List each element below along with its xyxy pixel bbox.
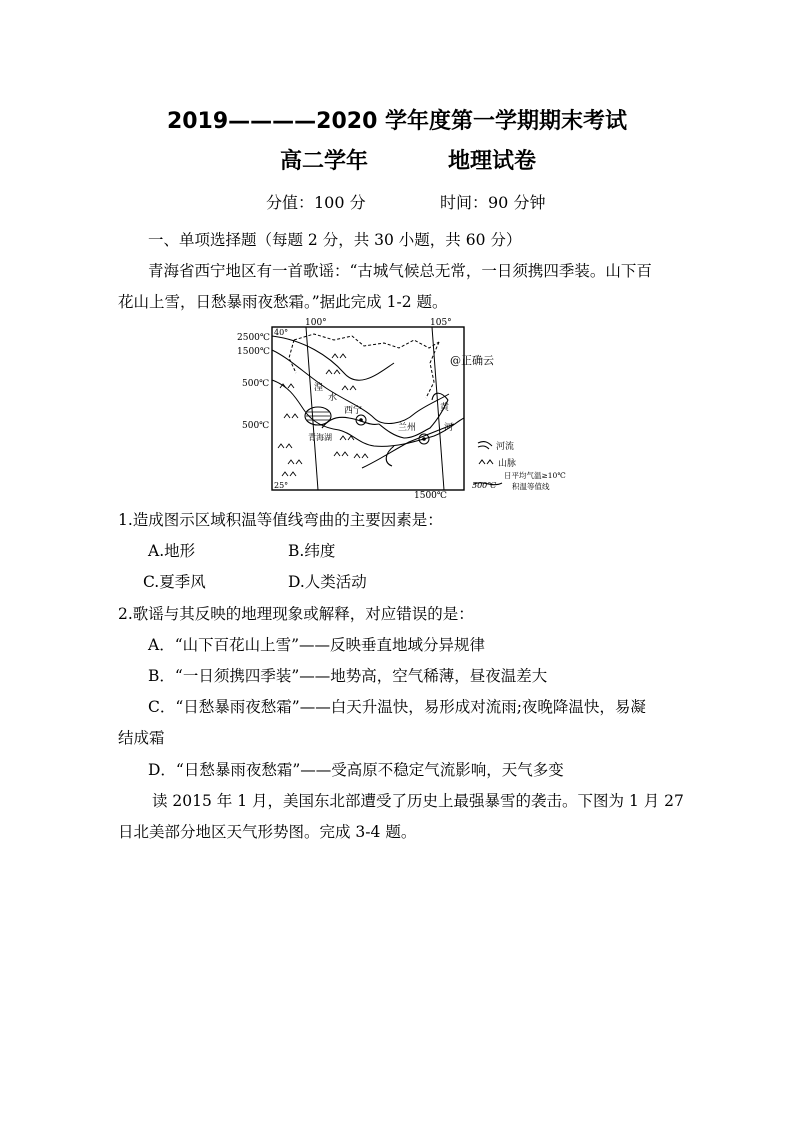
legend-iso-line2: 积温等值线 xyxy=(512,482,550,491)
legend-mountain-label: 山脉 xyxy=(498,459,517,469)
lat-40-label: 40° xyxy=(274,328,289,337)
iso-1500-bottom-label: 1500℃ xyxy=(414,491,447,498)
q2-stem: 2.歌谣与其反映的地理现象或解释，对应错误的是： xyxy=(118,605,474,623)
section-heading: 一、单项选择题（每题 2 分，共 30 小题，共 60 分） xyxy=(148,231,522,249)
lon-100-label: 100° xyxy=(305,318,327,328)
iso-500-label-a: 500℃ xyxy=(242,379,270,389)
river-yellow-char1: 黄 xyxy=(440,403,450,413)
legend-river-label: 河流 xyxy=(496,442,515,452)
exam-subject: 地理试卷 xyxy=(448,149,537,174)
q1-stem: 1.造成图示区域积温等值线弯曲的主要因素是： xyxy=(118,511,443,529)
q1-option-b: B.纬度 xyxy=(288,542,336,560)
q2-option-d: D．“日愁暴雨夜愁霜”——受高原不稳定气流影响，天气多变 xyxy=(148,761,564,779)
river-huangshui-char2: 水 xyxy=(328,393,338,403)
lon-105-label: 105° xyxy=(430,318,452,328)
legend-mountain-icon xyxy=(479,460,493,464)
exam-title: 2019————2020 学年度第一学期期末考试 xyxy=(166,109,628,134)
q3-intro-line-2: 日北美部分地区天气形势图。完成 3-4 题。 xyxy=(118,823,417,841)
q2-option-b: B．“一日须携四季装”——地势高，空气稀薄，昼夜温差大 xyxy=(148,667,548,685)
watermark-text: @正确云 xyxy=(450,354,494,367)
intro-line-2: 花山上雪，日愁暴雨夜愁霜。”据此完成 1-2 题。 xyxy=(118,293,448,311)
qinghai-map-figure xyxy=(234,318,584,498)
q3-intro-line-1: 读 2015 年 1 月，美国东北部遭受了历史上最强暴雪的袭击。下图为 1 月 27 xyxy=(152,792,684,810)
legend-iso-value: 500℃ xyxy=(472,481,497,490)
exam-score: 分值：100 分 xyxy=(266,193,366,212)
intro-line-1: 青海省西宁地区有一首歌谣：“古城气候总无常，一日须携四季装。山下百 xyxy=(148,262,652,280)
lat-25-label: 25° xyxy=(274,481,289,490)
exam-grade: 高二学年 xyxy=(280,149,369,174)
lake-qinghai-label: 青海湖 xyxy=(308,433,332,442)
q2-option-c-line1: C．“日愁暴雨夜愁霜”——白天升温快，易形成对流雨;夜晚降温快，易凝 xyxy=(148,698,646,716)
q1-option-a: A.地形 xyxy=(148,542,196,560)
iso-1500-left-label: 1500℃ xyxy=(237,347,270,357)
river-yellow-char2: 河 xyxy=(444,423,454,433)
city-lanzhou-label: 兰州 xyxy=(398,423,417,433)
q1-option-d: D.人类活动 xyxy=(288,573,367,591)
q2-option-c-line2: 结成霜 xyxy=(118,729,165,747)
iso-500-label-b: 500℃ xyxy=(242,421,270,431)
q2-option-a: A．“山下百花山上雪”——反映垂直地域分异规律 xyxy=(148,636,486,654)
legend-river-icon xyxy=(478,442,492,449)
exam-time: 时间：90 分钟 xyxy=(440,193,546,212)
city-xining-label: 西宁 xyxy=(344,406,363,416)
iso-2500-label: 2500℃ xyxy=(237,333,270,343)
q1-option-c: C.夏季风 xyxy=(143,573,206,591)
legend-iso-line1: 日平均气温≥10℃ xyxy=(504,471,566,480)
river-huangshui-char1: 湟 xyxy=(314,383,324,393)
